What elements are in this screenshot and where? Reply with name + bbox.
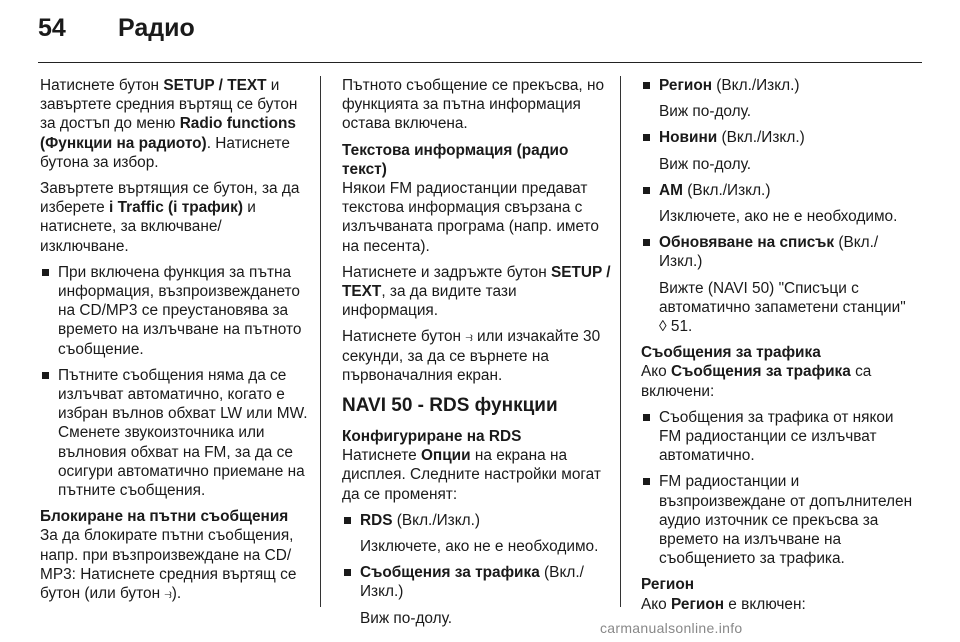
subheading: Текстова информация (радио текст) — [342, 141, 569, 178]
paragraph: Натиснете Опции на екрана на дисплея. Следните настройки могат да се променят: — [342, 447, 601, 503]
paragraph: Пътното съобщение се прекъсва, но функцията за пътна информация остава включена. — [342, 77, 605, 133]
list-item-note: Виж по-долу. — [659, 103, 752, 121]
paragraph: Натиснете и задръжте бутон SETUP / TEXT, за да видите тази информация. — [342, 263, 611, 320]
list-item-note: Виж по-долу. — [659, 155, 752, 173]
paragraph: Някои FM радиостанции предават текстова информация свързана с излъчваната програма (напр. името на песента). — [342, 180, 599, 255]
paragraph: Натиснете бутон SETUP / TEXT и завъртете средния въртящ се бутон за достъп до меню Radio functions (Функции на радиото). Натиснете бутона за избор. — [40, 77, 298, 171]
column-3 — [641, 76, 916, 621]
paragraph: За да блокирате пътни съобщения, напр. при възпроизвеждане на CD/ MP3: Натиснете средния въртящ се бутон (или бутон ⥽). — [40, 527, 297, 603]
header-rule — [38, 62, 922, 63]
list-item: AM (Вкл./Изкл.) — [641, 181, 916, 200]
subheading: Съобщения за трафика — [641, 344, 821, 362]
subheading: Блокиране на пътни съобщения — [40, 508, 289, 526]
list-item: FM радиостанции и възпроизвеждане от допълнителен аудио източник се прекъсва за времето на излъчване на съобщението за трафика. — [641, 472, 916, 568]
list-item: Съобщения за трафика от някои FM радиостанции се излъчват автоматично. — [641, 408, 916, 466]
back-arrow-icon: ⥽ — [465, 329, 473, 345]
list-item: Обновяване на списък (Вкл./ Изкл.) — [641, 233, 916, 271]
paragraph: Ако Регион е включен: — [641, 595, 806, 613]
list-item-note: Вижте (NAVI 50) "Списъци с автоматично запаметени станции" ◊ 51. — [659, 279, 906, 336]
column-divider — [620, 76, 621, 607]
page-number: 54 — [38, 14, 66, 42]
list-item-note: Виж по-долу. — [360, 609, 453, 627]
column-divider — [320, 76, 321, 607]
page-header — [0, 0, 960, 60]
section-heading: NAVI 50 - RDS функции — [342, 395, 558, 417]
list-item: Съобщения за трафика (Вкл./ Изкл.) — [342, 563, 612, 601]
column-1 — [40, 76, 310, 610]
paragraph: Завъртете въртящия се бутон, за да изберете i Traffic (i трафик) и натиснете, за включване/ изключване. — [40, 180, 300, 255]
subheading: Регион — [641, 576, 695, 594]
list-item-note: Изключете, ако не е необходимо. — [360, 538, 599, 556]
page-title: Радио — [118, 14, 195, 42]
subheading: Конфигуриране на RDS — [342, 428, 522, 446]
paragraph: Ако Съобщения за трафика са включени: — [641, 363, 872, 400]
list-item-note: Изключете, ако не е необходимо. — [659, 208, 898, 226]
watermark: carmanualsonline.info — [600, 620, 743, 636]
list-item: Пътните съобщения няма да се излъчват автоматично, когато е избран вълнов обхват LW или MW. Сменете звукоизточника или вълновия обхват на FM, за да се осигури автоматично приемане на пътните съобщения. — [40, 366, 310, 500]
list-item: Регион (Вкл./Изкл.) — [641, 76, 916, 95]
list-item: RDS (Вкл./Изкл.) — [342, 511, 612, 530]
paragraph: Натиснете бутон ⥽ или изчакайте 30 секунди, за да се върнете на първоначалния екран. — [342, 328, 601, 384]
list-item: При включена функция за пътна информация, възпроизвеждането на CD/MP3 се преустановява за времето на излъчване на пътното съобщение. — [40, 263, 310, 359]
list-item: Новини (Вкл./Изкл.) — [641, 128, 916, 147]
column-2 — [342, 76, 612, 635]
back-arrow-icon: ⥽ — [164, 586, 172, 602]
page-reference-icon[interactable]: ◊ — [659, 318, 667, 336]
